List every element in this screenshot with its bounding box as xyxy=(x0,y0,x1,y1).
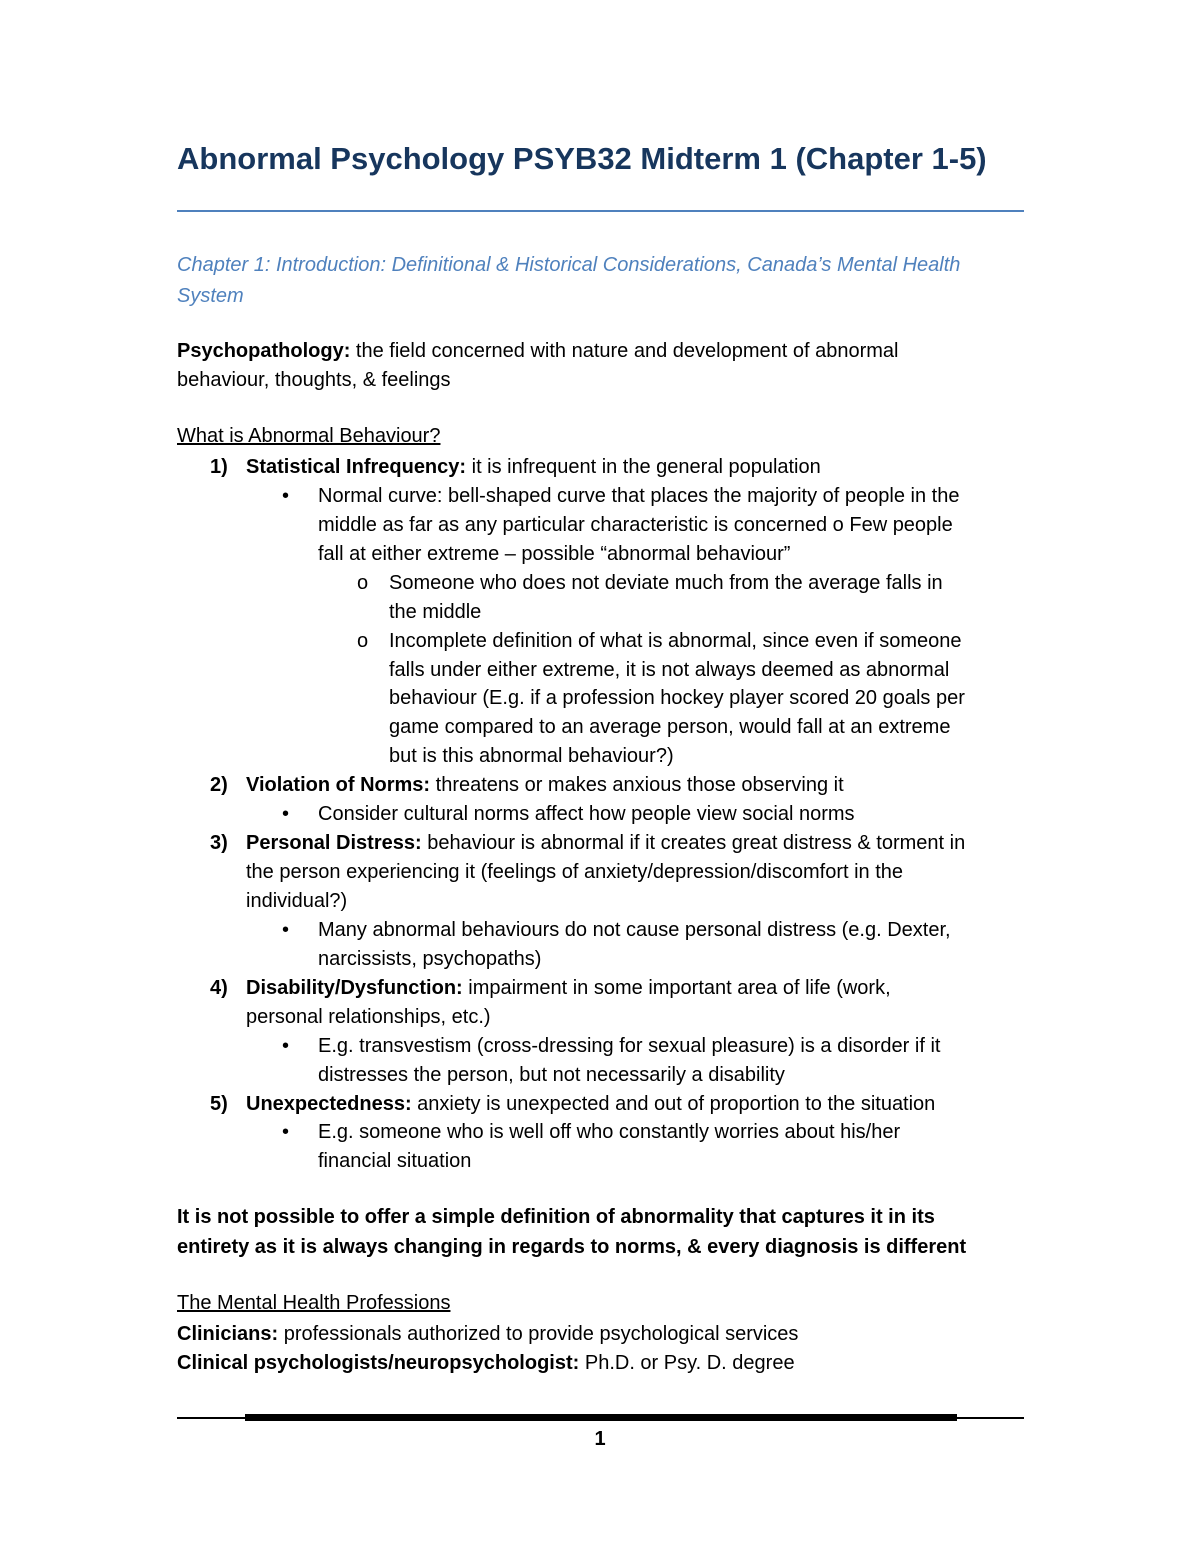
bullet-text: Many abnormal behaviours do not cause personal distress (e.g. Dexter, xyxy=(318,919,951,941)
bullet-text: middle as far as any particular characteristic is concerned o Few people xyxy=(318,514,953,536)
list-number: 1) xyxy=(210,456,228,478)
footer-rule-segment xyxy=(527,1414,672,1421)
sub-bullet-text: but is this abnormal behaviour?) xyxy=(389,745,674,767)
footer-rule-segment xyxy=(245,1414,385,1421)
conclusion-line2: entirety as it is always changing in regards to norms, & every diagnosis is different xyxy=(177,1236,967,1258)
bullet-text: Normal curve: bell-shaped curve that places the majority of people in the xyxy=(318,485,960,507)
bullet-text: E.g. someone who is well off who constantly worries about his/her xyxy=(318,1121,901,1143)
sub-bullet-text: the middle xyxy=(389,601,482,623)
section-heading-mental-health-professions: The Mental Health Professions xyxy=(177,1292,451,1314)
page-number: 1 xyxy=(594,1428,606,1450)
bullet-text: E.g. transvestism (cross-dressing for sexual pleasure) is a disorder if it xyxy=(318,1035,941,1057)
criterion-disability-dysfunction: Disability/Dysfunction: impairment in some important area of life (work, xyxy=(246,977,891,999)
bullet-text: financial situation xyxy=(318,1150,472,1172)
document-title: Abnormal Psychology PSYB32 Midterm 1 (Chapter 1-5) xyxy=(177,141,987,176)
sub-bullet-text: Someone who does not deviate much from the average falls in xyxy=(389,572,943,594)
bullet-text: Consider cultural norms affect how people view social norms xyxy=(318,803,855,825)
criterion-text: personal relationships, etc.) xyxy=(246,1006,491,1028)
bullet-text: narcissists, psychopaths) xyxy=(318,948,542,970)
psychopathology-term: Psychopathology: xyxy=(177,340,351,362)
psychopathology-def-line2: behaviour, thoughts, & feelings xyxy=(177,369,451,391)
list-number: 5) xyxy=(210,1093,228,1115)
criterion-personal-distress: Personal Distress: behaviour is abnormal if it creates great distress & torment in xyxy=(246,832,966,854)
bullet-text: fall at either extreme – possible “abnormal behaviour” xyxy=(318,543,791,565)
section-heading-abnormal-behaviour: What is Abnormal Behaviour? xyxy=(177,425,441,447)
criterion-text: individual?) xyxy=(246,890,348,912)
sub-bullet-marker: o xyxy=(357,630,369,652)
list-number: 2) xyxy=(210,774,228,796)
clinicians-definition: Clinicians: professionals authorized to provide psychological services xyxy=(177,1323,799,1345)
bullet-marker: • xyxy=(282,919,290,941)
footer-rule-segment xyxy=(385,1414,527,1421)
bullet-marker: • xyxy=(282,1035,290,1057)
criterion-unexpectedness: Unexpectedness: anxiety is unexpected and out of proportion to the situation xyxy=(246,1093,936,1115)
criterion-statistical-infrequency: Statistical Infrequency: it is infrequent in the general population xyxy=(246,456,821,478)
sub-bullet-text: game compared to an average person, would fall at an extreme xyxy=(389,716,951,738)
psychopathology-def-line1: Psychopathology: the field concerned with nature and development of abnormal xyxy=(177,340,899,362)
sub-bullet-text: behaviour (E.g. if a profession hockey player scored 20 goals per xyxy=(389,687,965,709)
list-number: 4) xyxy=(210,977,228,999)
criterion-text: the person experiencing it (feelings of anxiety/depression/discomfort in the xyxy=(246,861,904,883)
sub-bullet-marker: o xyxy=(357,572,369,594)
bullet-marker: • xyxy=(282,485,290,507)
list-number: 3) xyxy=(210,832,228,854)
chapter-heading: Chapter 1: Introduction: Definitional & Historical Considerations, Canada’s Mental Health System xyxy=(177,254,961,307)
bullet-text: distresses the person, but not necessarily a disability xyxy=(318,1064,785,1086)
criterion-violation-of-norms: Violation of Norms: threatens or makes anxious those observing it xyxy=(246,774,844,796)
conclusion-line1: It is not possible to offer a simple definition of abnormality that captures it in its xyxy=(177,1206,935,1228)
sub-bullet-text: falls under either extreme, it is not always deemed as abnormal xyxy=(389,659,950,681)
clinical-psychologists-definition: Clinical psychologists/neuropsychologist: Ph.D. or Psy. D. degree xyxy=(177,1352,795,1374)
sub-bullet-text: Incomplete definition of what is abnormal, since even if someone xyxy=(389,630,962,652)
footer-rule-segment xyxy=(672,1414,957,1421)
title-underline xyxy=(177,210,1024,212)
bullet-marker: • xyxy=(282,1121,290,1143)
bullet-marker: • xyxy=(282,803,290,825)
